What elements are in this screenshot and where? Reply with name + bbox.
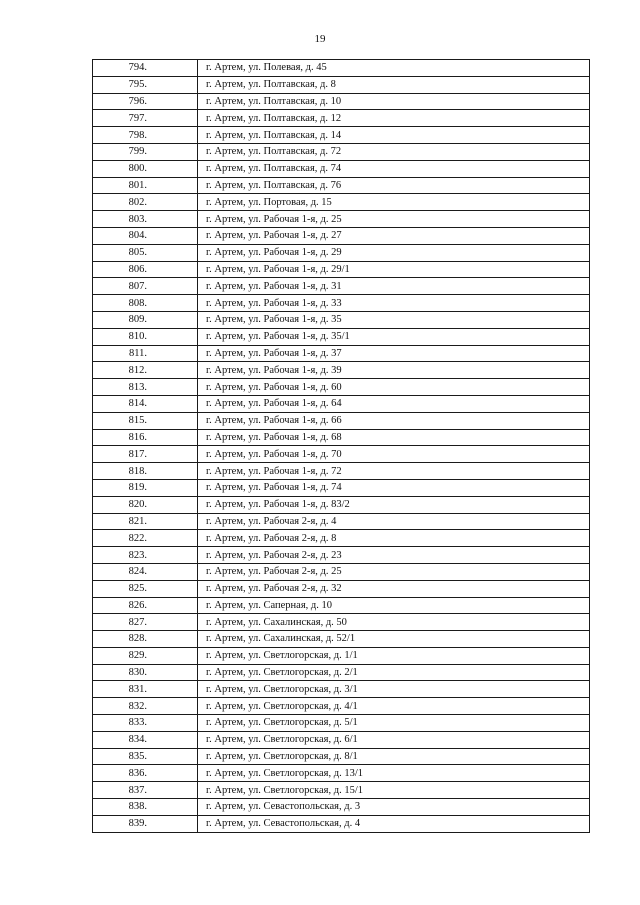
- row-address: г. Артем, ул. Рабочая 1-я, д. 27: [198, 227, 590, 244]
- row-number: 795.: [93, 76, 198, 93]
- table-row: [93, 815, 590, 832]
- table-row: [93, 782, 590, 799]
- row-number: 831.: [93, 681, 198, 698]
- row-address: г. Артем, ул. Рабочая 1-я, д. 39: [198, 362, 590, 379]
- row-address: г. Артем, ул. Светлогорская, д. 5/1: [198, 715, 590, 732]
- row-number: 796.: [93, 93, 198, 110]
- row-address: г. Артем, ул. Полевая, д. 45: [198, 60, 590, 77]
- table-row: [93, 446, 590, 463]
- row-number: 805.: [93, 244, 198, 261]
- row-address: г. Артем, ул. Рабочая 1-я, д. 35/1: [198, 328, 590, 345]
- row-address: г. Артем, ул. Рабочая 1-я, д. 29/1: [198, 261, 590, 278]
- row-address: г. Артем, ул. Рабочая 1-я, д. 72: [198, 463, 590, 480]
- table-row: [93, 93, 590, 110]
- row-number: 800.: [93, 160, 198, 177]
- row-number: 827.: [93, 614, 198, 631]
- row-number: 835.: [93, 748, 198, 765]
- row-number: 806.: [93, 261, 198, 278]
- table-row: [93, 715, 590, 732]
- table-row: [93, 614, 590, 631]
- row-number: 824.: [93, 563, 198, 580]
- row-number: 804.: [93, 227, 198, 244]
- row-address: г. Артем, ул. Рабочая 1-я, д. 66: [198, 412, 590, 429]
- row-address: г. Артем, ул. Севастопольская, д. 3: [198, 799, 590, 816]
- row-address: г. Артем, ул. Светлогорская, д. 4/1: [198, 698, 590, 715]
- row-address: г. Артем, ул. Светлогорская, д. 3/1: [198, 681, 590, 698]
- address-table: [92, 59, 590, 833]
- row-number: 816.: [93, 429, 198, 446]
- row-number: 825.: [93, 580, 198, 597]
- row-address: г. Артем, ул. Рабочая 2-я, д. 23: [198, 547, 590, 564]
- row-number: 811.: [93, 345, 198, 362]
- table-row: [93, 227, 590, 244]
- row-address: г. Артем, ул. Светлогорская, д. 1/1: [198, 647, 590, 664]
- row-number: 803.: [93, 211, 198, 228]
- table-row: [93, 110, 590, 127]
- table-row: [93, 244, 590, 261]
- table-row: [93, 698, 590, 715]
- row-address: г. Артем, ул. Светлогорская, д. 15/1: [198, 782, 590, 799]
- row-number: 833.: [93, 715, 198, 732]
- row-number: 810.: [93, 328, 198, 345]
- table-row: [93, 463, 590, 480]
- row-address: г. Артем, ул. Сахалинская, д. 50: [198, 614, 590, 631]
- row-address: г. Артем, ул. Полтавская, д. 72: [198, 143, 590, 160]
- row-address: г. Артем, ул. Севастопольская, д. 4: [198, 815, 590, 832]
- row-address: г. Артем, ул. Рабочая 1-я, д. 37: [198, 345, 590, 362]
- row-address: г. Артем, ул. Светлогорская, д. 6/1: [198, 731, 590, 748]
- row-address: г. Артем, ул. Рабочая 1-я, д. 64: [198, 395, 590, 412]
- row-number: 839.: [93, 815, 198, 832]
- row-address: г. Артем, ул. Рабочая 1-я, д. 83/2: [198, 496, 590, 513]
- table-row: [93, 76, 590, 93]
- row-number: 821.: [93, 513, 198, 530]
- table-row: [93, 580, 590, 597]
- table-row: [93, 328, 590, 345]
- row-address: г. Артем, ул. Рабочая 2-я, д. 8: [198, 530, 590, 547]
- table-row: [93, 127, 590, 144]
- row-address: г. Артем, ул. Рабочая 1-я, д. 60: [198, 379, 590, 396]
- table-row: [93, 748, 590, 765]
- row-number: 829.: [93, 647, 198, 664]
- table-row: [93, 479, 590, 496]
- table-row: [93, 143, 590, 160]
- table-row: [93, 278, 590, 295]
- table-row: [93, 496, 590, 513]
- row-address: г. Артем, ул. Светлогорская, д. 13/1: [198, 765, 590, 782]
- table-row: [93, 295, 590, 312]
- row-address: г. Артем, ул. Рабочая 1-я, д. 33: [198, 295, 590, 312]
- row-number: 807.: [93, 278, 198, 295]
- row-address: г. Артем, ул. Полтавская, д. 12: [198, 110, 590, 127]
- row-number: 814.: [93, 395, 198, 412]
- row-address: г. Артем, ул. Рабочая 1-я, д. 74: [198, 479, 590, 496]
- table-row: [93, 60, 590, 77]
- row-address: г. Артем, ул. Рабочая 2-я, д. 32: [198, 580, 590, 597]
- table-row: [93, 563, 590, 580]
- row-number: 809.: [93, 311, 198, 328]
- table-row: [93, 597, 590, 614]
- row-number: 822.: [93, 530, 198, 547]
- row-number: 815.: [93, 412, 198, 429]
- address-table-body: [93, 60, 590, 833]
- table-row: [93, 547, 590, 564]
- row-number: 799.: [93, 143, 198, 160]
- table-row: [93, 513, 590, 530]
- table-row: [93, 530, 590, 547]
- page-number: 19: [314, 33, 326, 45]
- row-address: г. Артем, ул. Рабочая 1-я, д. 68: [198, 429, 590, 446]
- table-row: [93, 664, 590, 681]
- row-number: 801.: [93, 177, 198, 194]
- table-row: [93, 631, 590, 648]
- row-address: г. Артем, ул. Светлогорская, д. 8/1: [198, 748, 590, 765]
- row-number: 828.: [93, 631, 198, 648]
- row-number: 838.: [93, 799, 198, 816]
- row-address: г. Артем, ул. Рабочая 1-я, д. 35: [198, 311, 590, 328]
- row-number: 813.: [93, 379, 198, 396]
- row-number: 819.: [93, 479, 198, 496]
- table-row: [93, 194, 590, 211]
- row-number: 832.: [93, 698, 198, 715]
- row-address: г. Артем, ул. Портовая, д. 15: [198, 194, 590, 211]
- table-row: [93, 731, 590, 748]
- row-address: г. Артем, ул. Рабочая 1-я, д. 70: [198, 446, 590, 463]
- row-number: 820.: [93, 496, 198, 513]
- row-address: г. Артем, ул. Рабочая 1-я, д. 31: [198, 278, 590, 295]
- row-address: г. Артем, ул. Полтавская, д. 10: [198, 93, 590, 110]
- row-address: г. Артем, ул. Полтавская, д. 76: [198, 177, 590, 194]
- row-address: г. Артем, ул. Полтавская, д. 74: [198, 160, 590, 177]
- row-address: г. Артем, ул. Рабочая 2-я, д. 4: [198, 513, 590, 530]
- row-address: г. Артем, ул. Рабочая 2-я, д. 25: [198, 563, 590, 580]
- table-row: [93, 311, 590, 328]
- row-address: г. Артем, ул. Рабочая 1-я, д. 25: [198, 211, 590, 228]
- row-number: 823.: [93, 547, 198, 564]
- table-row: [93, 160, 590, 177]
- row-number: 802.: [93, 194, 198, 211]
- table-row: [93, 412, 590, 429]
- table-row: [93, 362, 590, 379]
- row-number: 794.: [93, 60, 198, 77]
- table-row: [93, 177, 590, 194]
- row-number: 808.: [93, 295, 198, 312]
- table-row: [93, 681, 590, 698]
- row-number: 798.: [93, 127, 198, 144]
- row-address: г. Артем, ул. Полтавская, д. 8: [198, 76, 590, 93]
- table-row: [93, 211, 590, 228]
- row-number: 834.: [93, 731, 198, 748]
- table-row: [93, 379, 590, 396]
- row-address: г. Артем, ул. Саперная, д. 10: [198, 597, 590, 614]
- row-address: г. Артем, ул. Сахалинская, д. 52/1: [198, 631, 590, 648]
- table-row: [93, 429, 590, 446]
- row-number: 837.: [93, 782, 198, 799]
- row-address: г. Артем, ул. Светлогорская, д. 2/1: [198, 664, 590, 681]
- table-row: [93, 647, 590, 664]
- row-number: 826.: [93, 597, 198, 614]
- table-row: [93, 395, 590, 412]
- row-address: г. Артем, ул. Полтавская, д. 14: [198, 127, 590, 144]
- row-number: 836.: [93, 765, 198, 782]
- table-row: [93, 345, 590, 362]
- row-number: 818.: [93, 463, 198, 480]
- table-row: [93, 261, 590, 278]
- row-number: 812.: [93, 362, 198, 379]
- row-number: 830.: [93, 664, 198, 681]
- row-number: 797.: [93, 110, 198, 127]
- table-row: [93, 765, 590, 782]
- row-address: г. Артем, ул. Рабочая 1-я, д. 29: [198, 244, 590, 261]
- table-row: [93, 799, 590, 816]
- row-number: 817.: [93, 446, 198, 463]
